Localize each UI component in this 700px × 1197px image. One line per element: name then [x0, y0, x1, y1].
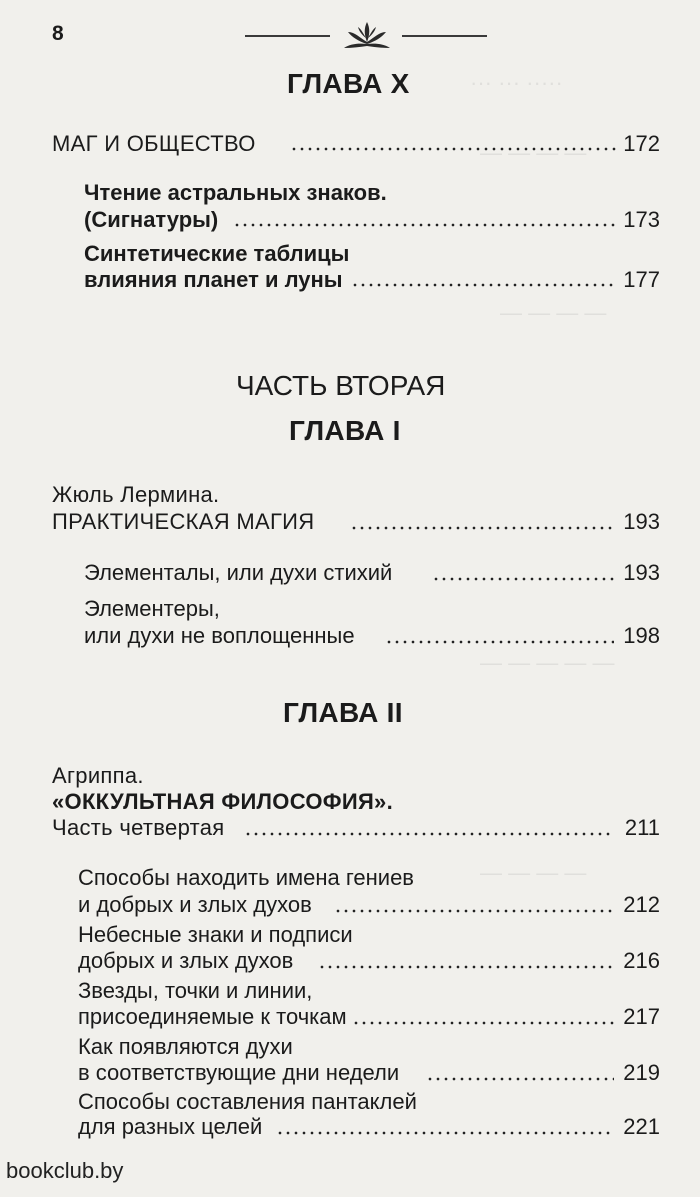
toc-page: 212 — [623, 892, 660, 917]
show-through-texture: ··· ··· ····· — — — — — — — — — — — — — — — — — — [470, 70, 615, 885]
toc-subentry-line1: Элементеры, — [84, 596, 220, 621]
toc-entry-author: Жюль Лермина. — [52, 482, 220, 507]
leader-dots — [290, 147, 616, 151]
toc-subentry-line1: Способы составления пантаклей — [78, 1089, 417, 1114]
toc-subentry-line1: Синтетические таблицы — [84, 241, 350, 266]
toc-entry-author: Агриппа. — [52, 763, 144, 788]
toc-page: 177 — [623, 267, 660, 292]
toc-page: 198 — [623, 623, 660, 648]
leader-dots — [426, 1077, 614, 1081]
leader-dots — [233, 223, 616, 227]
leader-dots — [276, 1131, 614, 1135]
toc-page: 193 — [623, 560, 660, 585]
toc-page: 172 — [623, 131, 660, 156]
chapter-heading: ГЛАВА X — [287, 68, 410, 99]
leader-dots — [244, 832, 614, 836]
toc-subentry-line2: (Сигнатуры) — [84, 207, 219, 232]
toc-subentry-line2: и добрых и злых духов — [78, 892, 312, 917]
toc-entry-title: «ОККУЛЬТНАЯ ФИЛОСОФИЯ». — [52, 789, 394, 814]
part-heading: ЧАСТЬ ВТОРАЯ — [236, 370, 446, 401]
toc-entry-subtitle: Часть четвертая — [52, 815, 225, 840]
page-number: 8 — [52, 22, 64, 45]
watermark-text: bookclub.by — [6, 1158, 124, 1183]
toc-page: 221 — [623, 1114, 660, 1139]
chapter-heading: ГЛАВА I — [289, 415, 401, 446]
chapter-heading: ГЛАВА II — [283, 697, 403, 728]
toc-subentry-line1: Способы находить имена гениев — [78, 865, 414, 890]
toc-subentry-line2: добрых и злых духов — [78, 948, 294, 973]
leader-dots — [350, 526, 614, 530]
toc-page: 173 — [623, 207, 660, 232]
toc-page: 211 — [624, 815, 660, 840]
header-rule-right — [402, 35, 487, 37]
page-header — [0, 18, 700, 52]
toc-page: 217 — [623, 1004, 660, 1029]
lotus-ornament-icon — [338, 18, 396, 52]
leader-dots — [351, 283, 616, 287]
toc-page: 216 — [623, 948, 660, 973]
toc-page: 219 — [623, 1060, 660, 1085]
toc-subentry-line2: для разных целей — [78, 1114, 263, 1139]
toc-subentry-line1: Звезды, точки и линии, — [78, 978, 313, 1003]
toc-subentry-line2: влияния планет и луны — [84, 267, 343, 292]
toc-subentry-line1: Как появляются духи — [78, 1034, 293, 1059]
toc-entry-title: МАГ И ОБЩЕСТВО — [52, 131, 256, 156]
toc-subentry-line1: Небесные знаки и подписи — [78, 922, 353, 947]
leader-dots — [352, 1021, 614, 1025]
toc-subentry-line2: в соответствующие дни недели — [78, 1060, 400, 1085]
leader-dots — [334, 909, 614, 913]
leader-dots — [432, 577, 614, 581]
toc-entry-title: ПРАКТИЧЕСКАЯ МАГИЯ — [52, 509, 315, 534]
toc-page: 193 — [623, 509, 660, 534]
leader-dots — [318, 965, 614, 969]
header-rule-left — [245, 35, 330, 37]
toc-subentry-line2: присоединяемые к точкам — [78, 1004, 347, 1029]
toc-subentry-line1: Элементалы, или духи стихий — [84, 560, 393, 585]
leader-dots — [385, 640, 614, 644]
toc-subentry-line1: Чтение астральных знаков. — [84, 180, 387, 205]
toc-subentry-line2: или духи не воплощенные — [84, 623, 355, 648]
